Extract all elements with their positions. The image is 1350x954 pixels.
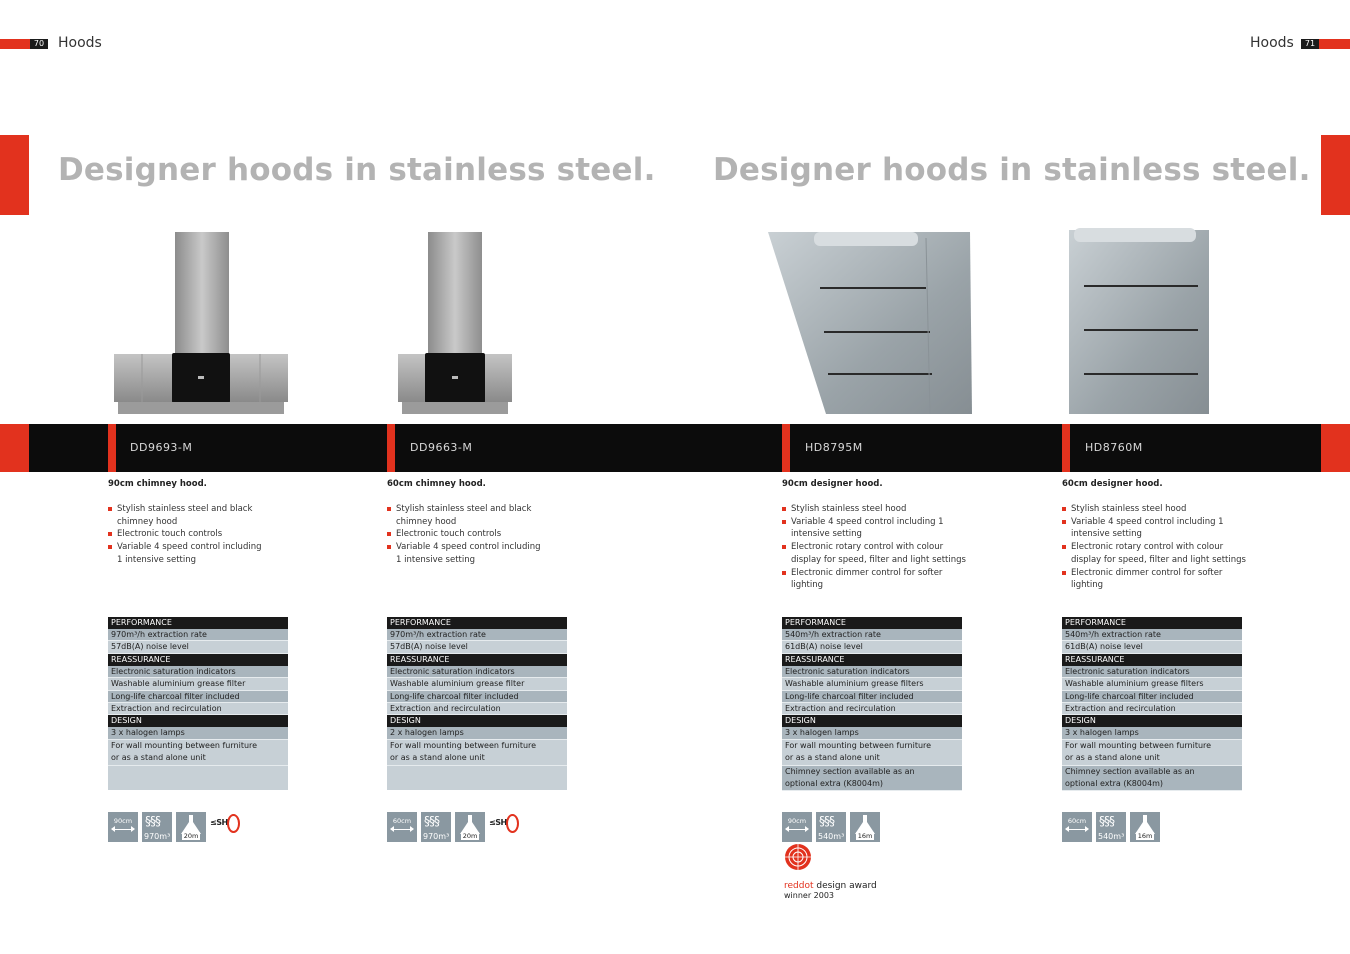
spec-filler bbox=[108, 766, 288, 790]
page-headline-right: Designer hoods in stainless steel. bbox=[713, 152, 1311, 188]
model-name: HD8795M bbox=[805, 441, 863, 454]
feature-item: Stylish stainless steel and black chimney hood bbox=[108, 503, 268, 528]
feature-item: Electronic touch controls bbox=[387, 528, 547, 541]
extraction-value: 970m³ bbox=[423, 832, 450, 841]
feature-list bbox=[782, 503, 968, 592]
spec-row: Washable aluminium grease filters bbox=[782, 678, 962, 690]
spec-row: Electronic saturation indicators bbox=[1062, 666, 1242, 678]
spec-table bbox=[108, 617, 288, 790]
award-subtitle: winner 2003 bbox=[784, 891, 835, 900]
spec-row: 3 x halogen lamps bbox=[782, 727, 962, 739]
spec-row: Long-life charcoal filter included bbox=[1062, 691, 1242, 703]
airflow-icon: §§§ bbox=[145, 814, 160, 828]
product-subtitle: 90cm designer hood. bbox=[782, 479, 883, 489]
spec-heading-design: DESIGN bbox=[108, 715, 288, 727]
spec-heading-performance: PERFORMANCE bbox=[1062, 617, 1242, 629]
feature-item: Electronic rotary control with colour display for speed, filter and light settings bbox=[1062, 541, 1248, 566]
feature-item: Electronic dimmer control for softer lighting bbox=[1062, 567, 1248, 592]
red-side-block-left bbox=[0, 135, 29, 215]
product-image-dd9663 bbox=[396, 230, 516, 416]
feature-item: Stylish stainless steel hood bbox=[782, 503, 968, 516]
width-value: 90cm bbox=[113, 817, 133, 825]
strip-red-left bbox=[0, 424, 29, 472]
feature-item: Electronic dimmer control for softer lighting bbox=[782, 567, 968, 592]
spec-heading-reassurance: REASSURANCE bbox=[387, 654, 567, 666]
feature-item: Variable 4 speed control including 1 intensive setting bbox=[1062, 516, 1248, 541]
width-icon bbox=[387, 812, 417, 842]
width-value: 60cm bbox=[1067, 817, 1087, 825]
product-image-hd8795 bbox=[766, 228, 980, 418]
ssh-noise-icon bbox=[210, 814, 242, 838]
spec-heading-performance: PERFORMANCE bbox=[387, 617, 567, 629]
feature-item: Electronic touch controls bbox=[108, 528, 268, 541]
product-subtitle: 60cm chimney hood. bbox=[387, 479, 486, 489]
product-subtitle: 60cm designer hood. bbox=[1062, 479, 1163, 489]
page-number-right: 71 bbox=[1301, 39, 1319, 49]
spec-row: 540m³/h extraction rate bbox=[1062, 629, 1242, 641]
feature-item: Variable 4 speed control including 1 intensive setting bbox=[108, 541, 268, 566]
page-number-left: 70 bbox=[30, 39, 48, 49]
spec-row: 61dB(A) noise level bbox=[782, 641, 962, 653]
extraction-icon bbox=[816, 812, 846, 842]
spec-heading-reassurance: REASSURANCE bbox=[782, 654, 962, 666]
spec-row: Electronic saturation indicators bbox=[782, 666, 962, 678]
spec-row: For wall mounting between furniture or as a stand alone unit bbox=[108, 740, 288, 766]
height-value: 20m bbox=[183, 832, 199, 840]
spec-row: Electronic saturation indicators bbox=[387, 666, 567, 678]
strip-red-right bbox=[1321, 424, 1350, 472]
red-side-block-right bbox=[1321, 135, 1350, 215]
spec-row: Electronic saturation indicators bbox=[108, 666, 288, 678]
spec-heading-performance: PERFORMANCE bbox=[782, 617, 962, 629]
section-title-right: Hoods bbox=[1250, 35, 1294, 51]
spec-row: 540m³/h extraction rate bbox=[782, 629, 962, 641]
height-value: 16m bbox=[857, 832, 873, 840]
product-subtitle: 90cm chimney hood. bbox=[108, 479, 207, 489]
model-tick-3 bbox=[1062, 424, 1070, 472]
spec-row: 3 x halogen lamps bbox=[108, 727, 288, 739]
spec-row: Long-life charcoal filter included bbox=[108, 691, 288, 703]
spec-heading-design: DESIGN bbox=[387, 715, 567, 727]
extraction-value: 970m³ bbox=[144, 832, 171, 841]
page-headline-left: Designer hoods in stainless steel. bbox=[58, 152, 656, 188]
airflow-icon: §§§ bbox=[1099, 814, 1114, 828]
award-red: red bbox=[784, 881, 799, 891]
spec-row: Long-life charcoal filter included bbox=[782, 691, 962, 703]
spec-row: Extraction and recirculation bbox=[108, 703, 288, 715]
model-name: DD9693-M bbox=[130, 441, 193, 454]
feature-list bbox=[387, 503, 547, 567]
width-value: 90cm bbox=[787, 817, 807, 825]
spec-row: Washable aluminium grease filter bbox=[108, 678, 288, 690]
hood-height-icon bbox=[176, 812, 206, 842]
extraction-value: 540m³ bbox=[818, 832, 845, 841]
width-icon bbox=[1062, 812, 1092, 842]
spec-row: Extraction and recirculation bbox=[1062, 703, 1242, 715]
model-tick-1 bbox=[387, 424, 395, 472]
spec-row: Extraction and recirculation bbox=[387, 703, 567, 715]
spec-row: 57dB(A) noise level bbox=[387, 641, 567, 653]
spec-heading-reassurance: REASSURANCE bbox=[108, 654, 288, 666]
spec-row: Washable aluminium grease filter bbox=[387, 678, 567, 690]
extraction-value: 540m³ bbox=[1098, 832, 1125, 841]
product-image-dd9693 bbox=[112, 230, 292, 416]
spec-heading-reassurance: REASSURANCE bbox=[1062, 654, 1242, 666]
model-tick-0 bbox=[108, 424, 116, 472]
extraction-icon bbox=[142, 812, 172, 842]
hood-height-icon bbox=[455, 812, 485, 842]
spec-heading-design: DESIGN bbox=[1062, 715, 1242, 727]
spec-row: For wall mounting between furniture or as a stand alone unit bbox=[387, 740, 567, 766]
spec-row: Chimney section available as an optional extra (K8004m) bbox=[782, 766, 962, 792]
spec-row: 970m³/h extraction rate bbox=[387, 629, 567, 641]
ssh-label: ≤SH bbox=[489, 818, 507, 827]
award-rest: design award bbox=[813, 881, 877, 891]
spec-table bbox=[387, 617, 567, 790]
width-value: 60cm bbox=[392, 817, 412, 825]
hood-height-icon bbox=[1130, 812, 1160, 842]
feature-item: Stylish stainless steel and black chimney hood bbox=[387, 503, 547, 528]
width-icon bbox=[782, 812, 812, 842]
spec-row: Chimney section available as an optional extra (K8004m) bbox=[1062, 766, 1242, 792]
model-name: HD8760M bbox=[1085, 441, 1143, 454]
height-value: 16m bbox=[1137, 832, 1153, 840]
spec-table bbox=[1062, 617, 1242, 791]
hood-height-icon bbox=[850, 812, 880, 842]
award-title bbox=[784, 881, 877, 891]
feature-item: Electronic rotary control with colour display for speed, filter and light settings bbox=[782, 541, 968, 566]
spec-row: Extraction and recirculation bbox=[782, 703, 962, 715]
spec-filler bbox=[387, 766, 567, 790]
reddot-award-icon bbox=[784, 843, 812, 871]
airflow-icon: §§§ bbox=[424, 814, 439, 828]
feature-item: Stylish stainless steel hood bbox=[1062, 503, 1248, 516]
spec-row: Long-life charcoal filter included bbox=[387, 691, 567, 703]
spec-table bbox=[782, 617, 962, 791]
spec-row: 970m³/h extraction rate bbox=[108, 629, 288, 641]
height-value: 20m bbox=[462, 832, 478, 840]
feature-item: Variable 4 speed control including 1 intensive setting bbox=[387, 541, 547, 566]
feature-list bbox=[108, 503, 268, 567]
extraction-icon bbox=[1096, 812, 1126, 842]
width-icon bbox=[108, 812, 138, 842]
airflow-icon: §§§ bbox=[819, 814, 834, 828]
feature-item: Variable 4 speed control including 1 intensive setting bbox=[782, 516, 968, 541]
award-dot: dot bbox=[798, 881, 814, 891]
spec-row: For wall mounting between furniture or as a stand alone unit bbox=[782, 740, 962, 766]
spec-row: 2 x halogen lamps bbox=[387, 727, 567, 739]
ssh-noise-icon bbox=[489, 814, 521, 838]
spec-heading-design: DESIGN bbox=[782, 715, 962, 727]
spec-row: 3 x halogen lamps bbox=[1062, 727, 1242, 739]
spec-heading-performance: PERFORMANCE bbox=[108, 617, 288, 629]
spec-row: Washable aluminium grease filters bbox=[1062, 678, 1242, 690]
model-tick-2 bbox=[782, 424, 790, 472]
section-title-left: Hoods bbox=[58, 35, 102, 51]
ssh-label: ≤SH bbox=[210, 818, 228, 827]
model-name: DD9663-M bbox=[410, 441, 473, 454]
product-image-hd8760 bbox=[1066, 226, 1216, 416]
spec-row: For wall mounting between furniture or as a stand alone unit bbox=[1062, 740, 1242, 766]
feature-list bbox=[1062, 503, 1248, 592]
spec-row: 61dB(A) noise level bbox=[1062, 641, 1242, 653]
spec-row: 57dB(A) noise level bbox=[108, 641, 288, 653]
extraction-icon bbox=[421, 812, 451, 842]
